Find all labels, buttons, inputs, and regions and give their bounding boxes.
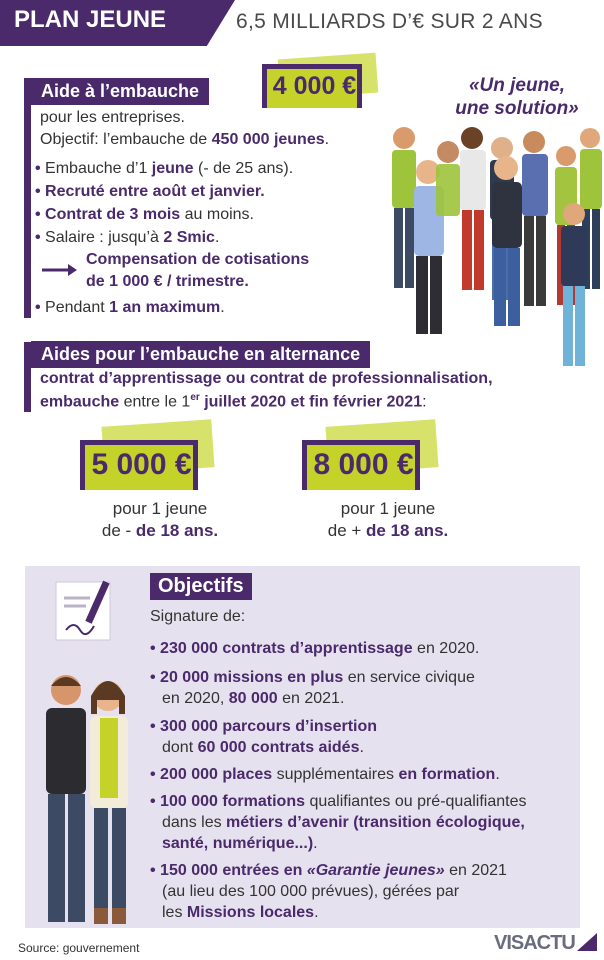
objectif-item-cont: les Missions locales. [162,904,319,921]
page-title: PLAN JEUNE [14,6,167,33]
text-line: embauche entre le 1er juillet 2020 et fin février 2021: [40,392,427,411]
amount-badge-5000: 5 000 € [80,440,198,490]
objectif-item: • 100 000 formations qualifiantes ou pré-qualifiantes [150,793,527,810]
visactu-logo: VISACTU [494,932,597,955]
objectif-item-cont: en 2020, 80 000 en 2021. [162,690,345,707]
text-line: Objectif: l’embauche de 450 000 jeunes. [40,131,330,148]
bullet-item: • Pendant 1 an maximum. [35,299,225,316]
bullet-item: • Salaire : jusqu’à 2 Smic. [35,229,220,246]
people-group-illustration [384,122,604,372]
text-line: contrat d’apprentissage ou contrat de professionnalisation, [40,370,493,387]
objectif-item: • 200 000 places supplémentaires en formation. [150,766,500,783]
text-line: pour les entreprises. [40,109,185,126]
objectif-item-cont: dans les métiers d’avenir (transition écologique, [162,814,525,831]
document-pen-icon [50,576,122,646]
arrow-right-icon [40,262,78,278]
objectifs-intro: Signature de: [150,608,246,625]
objectif-item: • 150 000 entrées en «Garantie jeunes» en 2021 [150,862,507,879]
section-left-bar [24,342,31,412]
section-left-bar [24,78,31,318]
compensation-line-1: Compensation de cotisations [86,251,310,268]
section-title-aide-embauche: Aide à l’embauche [31,78,209,105]
objectif-item: • 230 000 contrats d’apprentissage en 2020. [150,640,480,657]
amount-badge-4000: 4 000 € [262,64,362,108]
objectif-item-cont: dont 60 000 contrats aidés. [162,739,364,756]
bullet-item: • Embauche d’1 jeune (- de 25 ans). [35,160,294,177]
page-subtitle: 6,5 MILLIARDS D’€ SUR 2 ANS [236,10,543,33]
caption-over-18: pour 1 jeune de + de 18 ans. [327,499,449,540]
compensation-line-2: de 1 000 € / trimestre. [86,273,249,290]
amount-badge-8000: 8 000 € [302,440,420,490]
bullet-item: • Recruté entre août et janvier. [35,183,265,200]
caption-under-18: pour 1 jeune de - de 18 ans. [101,499,219,540]
slogan-quote: «Un jeune, une solution» [455,75,579,119]
objectif-item: • 20 000 missions en plus en service civique [150,669,475,686]
objectif-item-cont: santé, numérique...). [162,835,318,852]
objectif-item: • 300 000 parcours d’insertion [150,718,378,735]
source-note: Source: gouvernement [18,941,140,955]
section-title-objectifs: Objectifs [150,573,252,600]
bullet-item: • Contrat de 3 mois au moins. [35,206,254,223]
section-title-alternance: Aides pour l’embauche en alternance [31,341,370,368]
couple-illustration [38,668,138,930]
objectif-item-cont: (au lieu des 100 000 prévues), gérées par [162,883,460,900]
